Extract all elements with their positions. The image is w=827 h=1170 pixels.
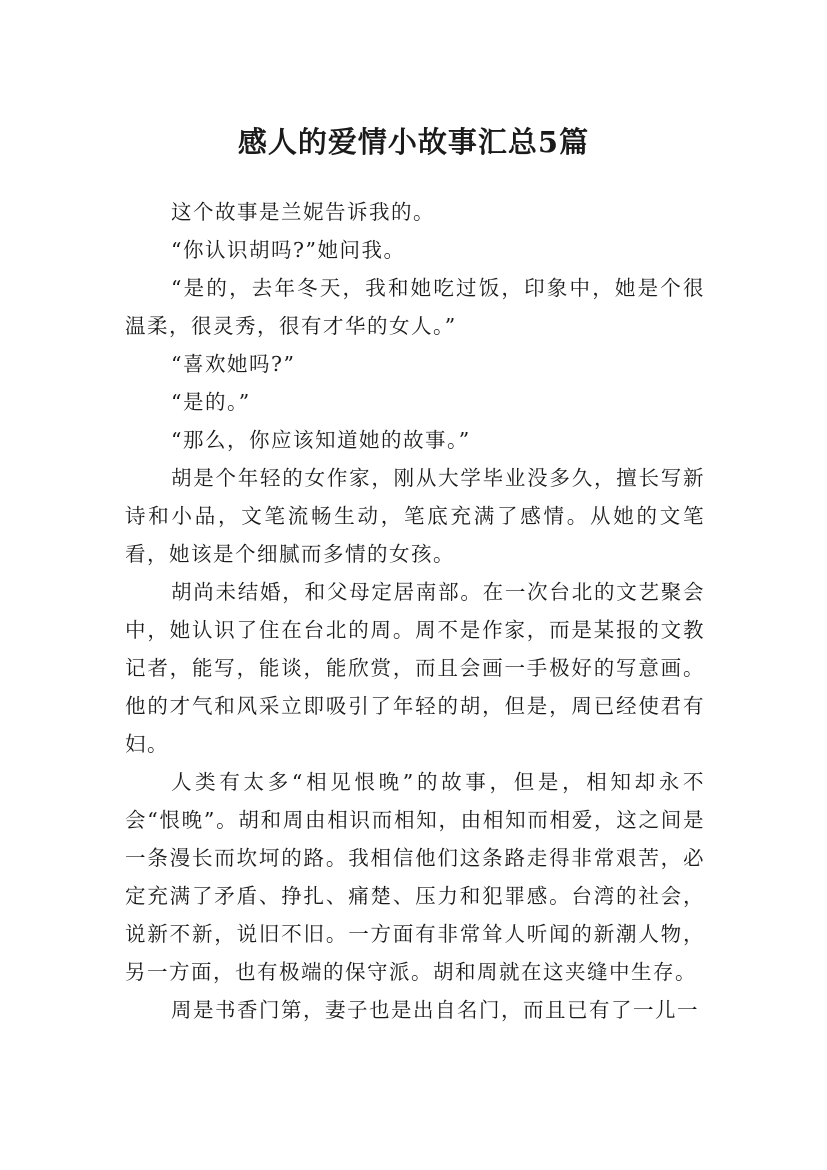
paragraph: “是的，去年冬天，我和她吃过饭，印象中，她是个很温柔，很灵秀，很有才华的女人。”	[125, 276, 705, 338]
document-title: 感人的爱情小故事汇总5篇	[237, 125, 590, 160]
paragraph: 胡尚未结婚，和父母定居南部。在一次台北的文艺聚会中，她认识了住在台北的周。周不是作家，而是某报的文教记者，能写，能谈，能欣赏，而且会画一手极好的写意画。他的才气和风采立即吸引了年轻的胡，但是，周已经使君有妇。	[125, 580, 705, 756]
paragraph: “那么，你应该知道她的故事。”	[171, 428, 471, 452]
document-body	[125, 193, 705, 1029]
paragraph: “你认识胡吗?”她问我。	[171, 238, 406, 262]
paragraph: “喜欢她吗?”	[171, 352, 296, 376]
paragraph: 胡是个年轻的女作家，刚从大学毕业没多久，擅长写新诗和小品，文笔流畅生动，笔底充满了感情。从她的文笔看，她该是个细腻而多情的女孩。	[125, 466, 705, 566]
paragraph: 人类有太多“相见恨晚”的故事，但是，相知却永不会“恨晚”。胡和周由相识而相知，由相知而相爱，这之间是一条漫长而坎坷的路。我相信他们这条路走得非常艰苦，必定充满了矛盾、挣扎、痛楚、压力和犯罪感。台湾的社会，说新不新，说旧不旧。一方面有非常耸人听闻的新潮人物，另一方面，也有极端的保守派。胡和周就在这夹缝中生存。	[125, 770, 705, 984]
paragraph: 周是书香门第，妻子也是出自名门，而且已有了一儿一	[171, 998, 699, 1022]
paragraph: “是的。”	[171, 390, 251, 414]
paragraph: 这个故事是兰妮告诉我的。	[171, 200, 435, 224]
